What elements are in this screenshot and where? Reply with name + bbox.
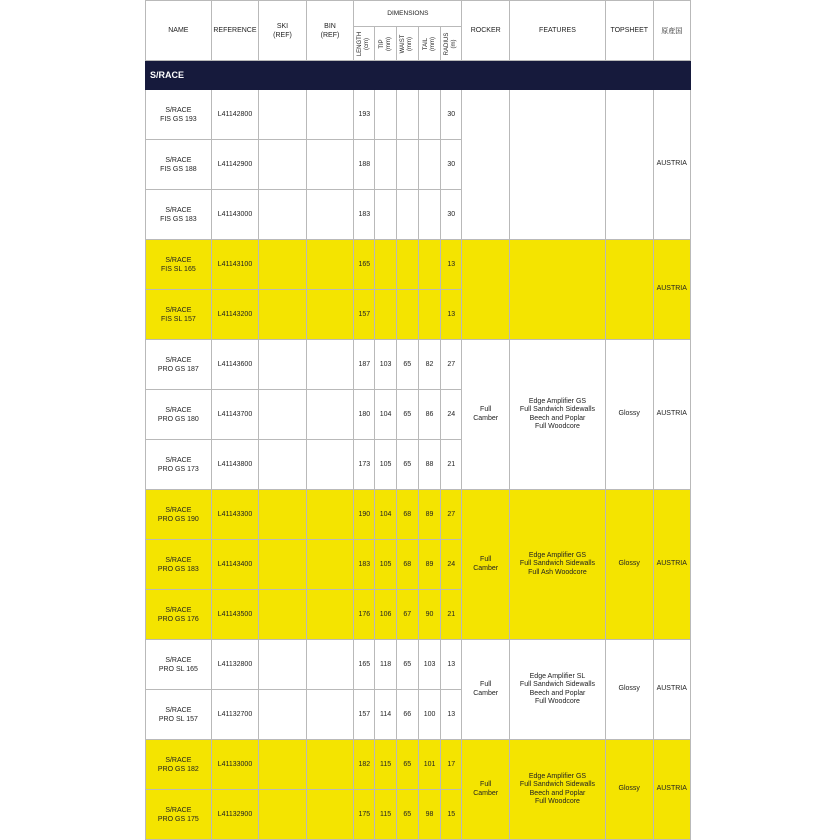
rocker-cell: Full Camber — [462, 340, 510, 490]
origin-cell: AUSTRIA — [653, 90, 691, 240]
header-tail: TAIL (mm) — [418, 27, 440, 61]
length-cell: 187 — [354, 340, 375, 390]
table-row — [146, 90, 691, 140]
length-cell: 165 — [354, 240, 375, 290]
tail-cell: 103 — [418, 640, 440, 690]
waist-cell — [396, 90, 418, 140]
tail-cell: 101 — [418, 740, 440, 790]
features-cell: Edge Amplifier GS Full Sandwich Sidewalls Beech and Poplar Full Woodcore — [509, 340, 605, 490]
reference-cell: L41143400 — [211, 540, 259, 590]
bin-ref-cell — [306, 190, 354, 240]
reference-cell: L41143500 — [211, 590, 259, 640]
bin-ref-cell — [306, 490, 354, 540]
length-cell: 157 — [354, 290, 375, 340]
features-cell — [509, 240, 605, 340]
waist-cell: 68 — [396, 540, 418, 590]
features-cell: Edge Amplifier GS Full Sandwich Sidewalls Full Ash Woodcore — [509, 490, 605, 640]
tail-cell: 86 — [418, 390, 440, 440]
radius-cell: 30 — [441, 90, 462, 140]
reference-cell: L41142900 — [211, 140, 259, 190]
topsheet-cell — [605, 90, 653, 240]
tip-cell: 114 — [375, 690, 396, 740]
tail-cell: 98 — [418, 790, 440, 840]
reference-cell: L41143600 — [211, 340, 259, 390]
radius-cell: 30 — [441, 190, 462, 240]
length-cell: 183 — [354, 540, 375, 590]
ski-ref-cell — [259, 440, 307, 490]
tip-cell: 115 — [375, 790, 396, 840]
ski-name: S/RACE PRO SL 165 — [146, 640, 212, 690]
topsheet-cell: Glossy — [605, 340, 653, 490]
ski-ref-cell — [259, 790, 307, 840]
header-rocker: ROCKER — [462, 1, 510, 61]
ski-name: S/RACE FIS GS 193 — [146, 90, 212, 140]
radius-cell: 21 — [441, 440, 462, 490]
bin-ref-cell — [306, 340, 354, 390]
table-row — [146, 240, 691, 290]
bin-ref-cell — [306, 690, 354, 740]
ski-name: S/RACE FIS GS 188 — [146, 140, 212, 190]
reference-cell: L41143200 — [211, 290, 259, 340]
ski-name: S/RACE PRO GS 190 — [146, 490, 212, 540]
waist-cell — [396, 140, 418, 190]
waist-cell — [396, 290, 418, 340]
waist-cell: 65 — [396, 340, 418, 390]
length-cell: 165 — [354, 640, 375, 690]
bin-ref-cell — [306, 540, 354, 590]
ski-ref-cell — [259, 340, 307, 390]
reference-cell: L41143100 — [211, 240, 259, 290]
table-row — [146, 490, 691, 540]
length-cell: 175 — [354, 790, 375, 840]
header-reference: REFERENCE — [211, 1, 259, 61]
header-topsheet: TOPSHEET — [605, 1, 653, 61]
length-cell: 183 — [354, 190, 375, 240]
bin-ref-cell — [306, 140, 354, 190]
radius-cell: 13 — [441, 690, 462, 740]
radius-cell: 24 — [441, 540, 462, 590]
header-features: FEATURES — [509, 1, 605, 61]
radius-cell: 13 — [441, 290, 462, 340]
ski-ref-cell — [259, 190, 307, 240]
length-cell: 193 — [354, 90, 375, 140]
ski-name: S/RACE PRO GS 176 — [146, 590, 212, 640]
ski-ref-cell — [259, 240, 307, 290]
waist-cell: 65 — [396, 390, 418, 440]
tip-cell — [375, 290, 396, 340]
table-row — [146, 740, 691, 790]
ski-name: S/RACE FIS SL 157 — [146, 290, 212, 340]
radius-cell: 27 — [441, 340, 462, 390]
ski-name: S/RACE PRO GS 182 — [146, 740, 212, 790]
reference-cell: L41132900 — [211, 790, 259, 840]
features-cell — [509, 90, 605, 240]
length-cell: 188 — [354, 140, 375, 190]
waist-cell: 66 — [396, 690, 418, 740]
topsheet-cell: Glossy — [605, 640, 653, 740]
origin-cell: AUSTRIA — [653, 240, 691, 340]
ski-ref-cell — [259, 590, 307, 640]
radius-cell: 15 — [441, 790, 462, 840]
bin-ref-cell — [306, 740, 354, 790]
tip-cell: 104 — [375, 390, 396, 440]
ski-ref-cell — [259, 490, 307, 540]
tail-cell: 100 — [418, 690, 440, 740]
header-radius: RADIUS (m) — [441, 27, 462, 61]
rocker-cell — [462, 90, 510, 240]
ski-name: S/RACE PRO GS 187 — [146, 340, 212, 390]
ski-ref-cell — [259, 90, 307, 140]
waist-cell: 68 — [396, 490, 418, 540]
rocker-cell: Full Camber — [462, 640, 510, 740]
length-cell: 190 — [354, 490, 375, 540]
bin-ref-cell — [306, 240, 354, 290]
ski-name: S/RACE FIS GS 183 — [146, 190, 212, 240]
tip-cell — [375, 240, 396, 290]
ski-ref-cell — [259, 690, 307, 740]
tail-cell: 88 — [418, 440, 440, 490]
table-row — [146, 640, 691, 690]
waist-cell — [396, 190, 418, 240]
reference-cell: L41143300 — [211, 490, 259, 540]
bin-ref-cell — [306, 440, 354, 490]
waist-cell: 65 — [396, 790, 418, 840]
reference-cell: L41143700 — [211, 390, 259, 440]
radius-cell: 13 — [441, 640, 462, 690]
ski-ref-cell — [259, 140, 307, 190]
ski-ref-cell — [259, 540, 307, 590]
topsheet-cell: Glossy — [605, 490, 653, 640]
topsheet-cell — [605, 240, 653, 340]
ski-name: S/RACE PRO GS 175 — [146, 790, 212, 840]
bin-ref-cell — [306, 90, 354, 140]
reference-cell: L41132700 — [211, 690, 259, 740]
ski-spec-table — [145, 0, 691, 840]
tip-cell: 103 — [375, 340, 396, 390]
tip-cell: 105 — [375, 440, 396, 490]
tail-cell — [418, 140, 440, 190]
length-cell: 180 — [354, 390, 375, 440]
tail-cell: 89 — [418, 540, 440, 590]
origin-cell: AUSTRIA — [653, 490, 691, 640]
section-title: S/RACE — [146, 61, 691, 90]
topsheet-cell: Glossy — [605, 740, 653, 840]
bin-ref-cell — [306, 390, 354, 440]
bin-ref-cell — [306, 590, 354, 640]
tail-cell — [418, 290, 440, 340]
bin-ref-cell — [306, 290, 354, 340]
radius-cell: 21 — [441, 590, 462, 640]
ski-name: S/RACE PRO GS 183 — [146, 540, 212, 590]
ski-ref-cell — [259, 640, 307, 690]
tail-cell: 89 — [418, 490, 440, 540]
ski-name: S/RACE PRO GS 173 — [146, 440, 212, 490]
section-header-row — [146, 61, 691, 90]
origin-cell: AUSTRIA — [653, 340, 691, 490]
radius-cell: 30 — [441, 140, 462, 190]
reference-cell: L41143800 — [211, 440, 259, 490]
tip-cell: 105 — [375, 540, 396, 590]
radius-cell: 17 — [441, 740, 462, 790]
waist-cell: 65 — [396, 740, 418, 790]
ski-ref-cell — [259, 290, 307, 340]
table-row — [146, 340, 691, 390]
tip-cell: 104 — [375, 490, 396, 540]
reference-cell: L41143000 — [211, 190, 259, 240]
header-waist: WAIST (mm) — [396, 27, 418, 61]
header-length: LENGTH (cm) — [354, 27, 375, 61]
header-tip: TIP (mm) — [375, 27, 396, 61]
tip-cell: 106 — [375, 590, 396, 640]
tip-cell — [375, 190, 396, 240]
length-cell: 157 — [354, 690, 375, 740]
ski-name: S/RACE PRO GS 180 — [146, 390, 212, 440]
radius-cell: 27 — [441, 490, 462, 540]
tail-cell — [418, 90, 440, 140]
reference-cell: L41132800 — [211, 640, 259, 690]
ski-ref-cell — [259, 740, 307, 790]
waist-cell — [396, 240, 418, 290]
origin-cell: AUSTRIA — [653, 640, 691, 740]
features-cell: Edge Amplifier GS Full Sandwich Sidewalls Beech and Poplar Full Woodcore — [509, 740, 605, 840]
ski-ref-cell — [259, 390, 307, 440]
header-bin-ref: BIN (REF) — [306, 1, 354, 61]
rocker-cell — [462, 240, 510, 340]
tip-cell: 118 — [375, 640, 396, 690]
origin-cell: AUSTRIA — [653, 740, 691, 840]
waist-cell: 67 — [396, 590, 418, 640]
length-cell: 182 — [354, 740, 375, 790]
header-dimensions: DIMENSIONS — [354, 1, 462, 27]
header-ski-ref: SKI (REF) — [259, 1, 307, 61]
tail-cell: 90 — [418, 590, 440, 640]
radius-cell: 24 — [441, 390, 462, 440]
header-origin: 原産国 — [653, 1, 691, 61]
waist-cell: 65 — [396, 640, 418, 690]
rocker-cell: Full Camber — [462, 490, 510, 640]
ski-name: S/RACE PRO SL 157 — [146, 690, 212, 740]
tail-cell — [418, 240, 440, 290]
tip-cell: 115 — [375, 740, 396, 790]
waist-cell: 65 — [396, 440, 418, 490]
bin-ref-cell — [306, 790, 354, 840]
length-cell: 176 — [354, 590, 375, 640]
radius-cell: 13 — [441, 240, 462, 290]
tip-cell — [375, 140, 396, 190]
length-cell: 173 — [354, 440, 375, 490]
rocker-cell: Full Camber — [462, 740, 510, 840]
header-name: NAME — [146, 1, 212, 61]
reference-cell: L41142800 — [211, 90, 259, 140]
features-cell: Edge Amplifier SL Full Sandwich Sidewalls Beech and Poplar Full Woodcore — [509, 640, 605, 740]
tail-cell — [418, 190, 440, 240]
tip-cell — [375, 90, 396, 140]
reference-cell: L41133000 — [211, 740, 259, 790]
bin-ref-cell — [306, 640, 354, 690]
ski-name: S/RACE FIS SL 165 — [146, 240, 212, 290]
tail-cell: 82 — [418, 340, 440, 390]
